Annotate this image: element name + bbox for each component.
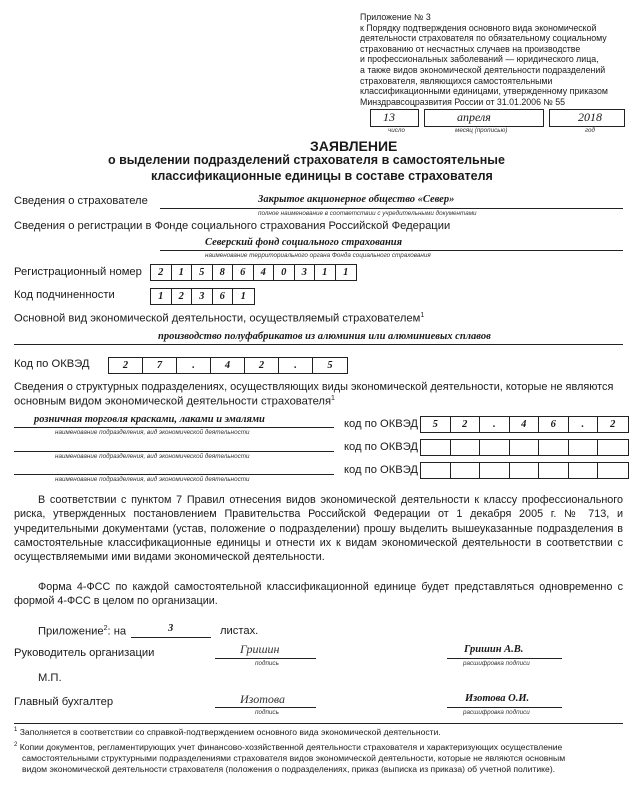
- okved-cell: [510, 463, 540, 478]
- okved-cell: 4: [510, 417, 540, 432]
- okved-cell: [421, 440, 451, 455]
- footnote-line: самостоятельными структурными подразделениями страхователя видов экономической деятельности, которые не являются основным: [22, 753, 566, 764]
- unit-caption: наименование подразделения, вид экономической деятельности: [55, 429, 250, 436]
- date-month: апреля: [457, 110, 491, 124]
- footnote-divider: [14, 723, 623, 724]
- okved-cell: [539, 463, 569, 478]
- body-paragraph: В соответствии с пунктом 7 Правил отнесения видов экономической деятельности к классу профессионального риска, утвержденных постановлением Правительства Российской Федерации от 1 декабря 2005 г. № 713, и учредительными документами (устав, положение о подразделении) прошу выделить вышеуказанные подразделения в самостоятельные классификационные единицы и отнести их к видам экономической деятельности в соответствии с осуществляемыми ими видами экономической деятельности.: [14, 494, 623, 564]
- annex-line: страхователя, являющихся самостоятельными: [360, 75, 553, 86]
- stamp-place: М.П.: [38, 672, 62, 684]
- okved-cell: 7: [143, 358, 177, 373]
- digit-cell: 1: [343, 267, 349, 278]
- okved-cell: 5: [421, 417, 451, 432]
- head-signature[interactable]: Гришин: [240, 642, 280, 656]
- units-label: [14, 395, 335, 408]
- fund-underline: [160, 250, 623, 251]
- unit-underline: [14, 427, 334, 428]
- unit-underline: [14, 474, 334, 475]
- footnote-1: [14, 727, 441, 737]
- footnote-mark: 2: [103, 625, 108, 632]
- units-label-text: основным видом экономической деятельности страхователя: [14, 395, 332, 408]
- main-activity-label-text: Основной вид экономической деятельности, осуществляемый страхователем: [14, 312, 421, 325]
- digit-cell: 4: [254, 265, 275, 280]
- footnote-mark: 1: [331, 395, 335, 402]
- digit-cell: 5: [192, 265, 213, 280]
- accountant-name-underline: [447, 707, 562, 708]
- main-activity-underline: [14, 344, 623, 345]
- attachment-suffix: листах.: [220, 625, 259, 637]
- head-name[interactable]: Гришин А.В.: [464, 644, 524, 655]
- attachment-on: : на: [107, 625, 127, 638]
- okved-cell: 2: [109, 358, 143, 373]
- okved-cell: [569, 463, 599, 478]
- unit-okved-label: код по ОКВЭД: [344, 418, 418, 430]
- digit-cell: 6: [213, 289, 234, 304]
- unit-caption: наименование подразделения, вид экономической деятельности: [55, 453, 250, 460]
- okved-cell: 2: [610, 419, 616, 430]
- date-year: 2018: [578, 110, 602, 124]
- okved-cell: 4: [211, 358, 245, 373]
- title-subheading: классификационные единицы в составе страхователя: [151, 169, 493, 183]
- okved-cell: [480, 463, 510, 478]
- footnote-text: Копии документов, регламентирующих учет финансово-хозяйственной деятельности страхователя и характеризующих осуществление: [19, 741, 563, 752]
- digit-cell: 1: [315, 265, 336, 280]
- sub-code-label: Код подчиненности: [14, 289, 115, 301]
- insurer-underline: [160, 208, 623, 209]
- attachment-count-underline: [131, 637, 211, 638]
- reg-number-label: Регистрационный номер: [14, 266, 142, 278]
- annex-line: Приложение № 3: [360, 12, 431, 22]
- okved-cell: .: [279, 358, 313, 373]
- annex-line: и профессиональных заболеваний — юридического лица,: [360, 54, 599, 65]
- okved-cell: [598, 463, 628, 478]
- name-caption: расшифровка подписи: [463, 709, 530, 716]
- annex-line: а также видов экономической деятельности подразделений: [360, 64, 606, 75]
- date-day: 13: [383, 110, 395, 124]
- attachment-row: [38, 625, 126, 638]
- main-activity-value[interactable]: производство полуфабрикатов из алюминия или алюминиевых сплавов: [158, 331, 491, 342]
- okved-cell: 2: [451, 417, 481, 432]
- fund-value[interactable]: Северский фонд социального страхования: [205, 237, 403, 248]
- body-paragraph: Форма 4-ФСС по каждой самостоятельной классификационной единице будет представляться одновременно с формой 4-ФСС в целом по организации.: [14, 581, 623, 608]
- main-okved-cells[interactable]: [108, 357, 348, 374]
- digit-cell: 0: [274, 265, 295, 280]
- head-name-underline: [447, 658, 562, 659]
- okved-cell: 5: [327, 360, 333, 371]
- annex-reference: [360, 12, 608, 107]
- head-label: Руководитель организации: [14, 647, 155, 659]
- name-caption: расшифровка подписи: [463, 660, 530, 667]
- digit-cell: 2: [151, 265, 172, 280]
- okved-cell: .: [177, 358, 211, 373]
- accountant-sign-underline: [215, 707, 316, 708]
- digit-cell: 2: [172, 289, 193, 304]
- okved-cell: [510, 440, 540, 455]
- date-year-caption: год: [585, 127, 596, 134]
- annex-line: деятельности страхователя по обязательному социальному: [360, 33, 607, 44]
- title-heading: ЗАЯВЛЕНИЕ: [310, 138, 398, 154]
- sign-caption: подпись: [255, 660, 279, 667]
- okved-cell: [421, 463, 451, 478]
- digit-cell: 1: [240, 291, 246, 302]
- title-subheading: о выделении подразделений страхователя в самостоятельные: [108, 153, 505, 167]
- accountant-label: Главный бухгалтер: [14, 696, 114, 708]
- footnote-mark: 2: [14, 742, 18, 748]
- unit-underline: [14, 451, 334, 452]
- unit-okved-cells[interactable]: [420, 462, 629, 479]
- okved-cell: [451, 463, 481, 478]
- date-month-caption: месяц (прописью): [455, 127, 508, 134]
- annex-line: к Порядку подтверждения основного вида экономической: [360, 22, 597, 33]
- insurer-label: Сведения о страхователе: [14, 195, 148, 207]
- footnote-2: [14, 740, 565, 775]
- registration-label: Сведения о регистрации в Фонде социального страхования Российской Федерации: [14, 220, 451, 232]
- footnote-line: видом экономической деятельности страхователя (положения о подразделениях, приказ (выписка из приказа) об учетной политике).: [22, 764, 556, 775]
- okved-cell: [539, 440, 569, 455]
- footnote-text: Заполняется в соответствии со справкой-подтверждением основного вида экономической деятельности.: [19, 727, 441, 737]
- okved-cell: [598, 440, 628, 455]
- okved-cell: .: [480, 417, 510, 432]
- annex-line: Минздравсоцразвития России от 31.01.2006 № 55: [360, 96, 566, 107]
- sign-caption: подпись: [255, 709, 279, 716]
- annex-line: классификационными единицами, утвержденному приказом: [360, 86, 608, 97]
- reg-number-cells[interactable]: [150, 264, 357, 281]
- insurer-caption: полное наименование в соответствии с учредительными документами: [258, 210, 477, 217]
- digit-cell: 6: [233, 265, 254, 280]
- okved-cell: 2: [245, 358, 279, 373]
- unit-okved-label: код по ОКВЭД: [344, 464, 418, 476]
- date-day-caption: число: [388, 127, 405, 134]
- okved-cell: 6: [539, 417, 569, 432]
- main-activity-label: [14, 312, 424, 325]
- accountant-name[interactable]: Изотова О.И.: [465, 693, 530, 704]
- unit-caption: наименование подразделения, вид экономической деятельности: [55, 476, 250, 483]
- attachment-label: Приложение: [38, 625, 104, 638]
- footnote-line: [14, 740, 565, 753]
- digit-cell: 3: [192, 289, 213, 304]
- head-sign-underline: [215, 658, 316, 659]
- digit-cell: 1: [172, 265, 193, 280]
- unit-okved-cells[interactable]: [420, 416, 629, 433]
- annex-line: страхованию от несчастных случаев на производстве: [360, 43, 581, 54]
- unit-okved-label: код по ОКВЭД: [344, 441, 418, 453]
- attachment-count[interactable]: 3: [168, 623, 174, 634]
- units-label: Сведения о структурных подразделениях, осуществляющих виды экономической деятельности, которые не являются: [14, 381, 614, 393]
- okved-cell: [480, 440, 510, 455]
- digit-cell: 1: [151, 289, 172, 304]
- footnote-mark: 1: [14, 727, 18, 734]
- okved-cell: .: [569, 417, 599, 432]
- unit-okved-cells[interactable]: [420, 439, 629, 456]
- okved-cell: [451, 440, 481, 455]
- digit-cell: 8: [213, 265, 234, 280]
- sub-code-cells[interactable]: [150, 288, 255, 305]
- fund-caption: наименование территориального органа Фонда социального страхования: [205, 252, 431, 259]
- okved-cell: [569, 440, 599, 455]
- insurer-value[interactable]: Закрытое акционерное общество «Север»: [258, 194, 455, 205]
- unit-value[interactable]: розничная торговля красками, лаками и эмалями: [34, 414, 265, 425]
- main-okved-label: Код по ОКВЭД: [14, 358, 90, 370]
- digit-cell: 3: [295, 265, 316, 280]
- accountant-signature[interactable]: Изотова: [240, 692, 285, 706]
- footnote-mark: 1: [420, 312, 425, 319]
